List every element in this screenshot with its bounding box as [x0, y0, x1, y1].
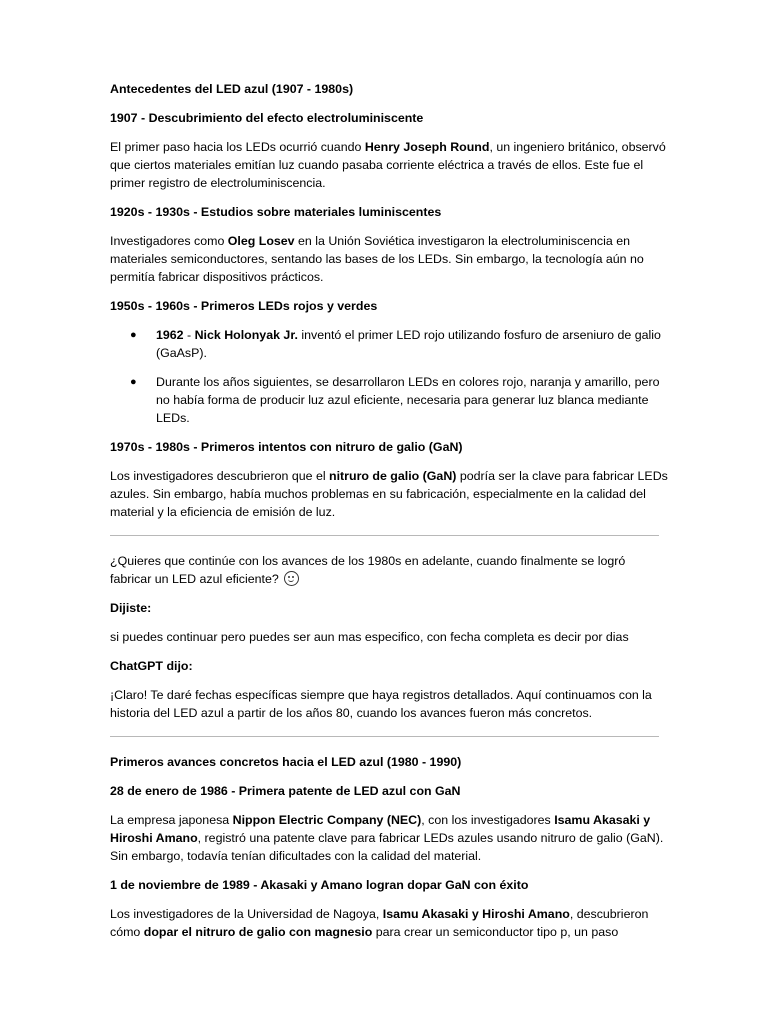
section-heading-1986: 28 de enero de 1986 - Primera patente de LED azul con GaN: [110, 784, 461, 798]
paragraph-text: inventó el primer LED rojo utilizando fosfuro de arseniuro de galio (GaAsP).: [156, 328, 661, 360]
paragraph-text: , un ingeniero británico, observó que ciertos materiales emitían luz cuando pasaba corriente eléctrica a través de ellos. Este fue el primer registro de electroluminiscencia.: [110, 140, 666, 190]
bold-term: nitruro de galio (GaN): [329, 469, 457, 483]
paragraph-text: Durante los años siguientes, se desarrollaron LEDs en colores rojo, naranja y amarillo, pero no había forma de producir luz azul eficiente, necesaria para generar luz blanca mediante LEDs.: [156, 375, 660, 425]
bold-name: Isamu Akasaki y Hiroshi Amano: [382, 907, 570, 921]
section-heading-1970s: 1970s - 1980s - Primeros intentos con nitruro de galio (GaN): [110, 440, 463, 454]
paragraph-text: Investigadores como: [110, 234, 228, 248]
bold-term: dopar el nitruro de galio con magnesio: [143, 925, 373, 939]
paragraph-text: La empresa japonesa: [110, 813, 233, 827]
bold-name: Isamu Akasaki y Hiroshi Amano: [110, 813, 651, 845]
bold-name: Nippon Electric Company (NEC): [232, 813, 422, 827]
bullet-icon: ●: [130, 329, 137, 341]
section-heading-1950s: 1950s - 1960s - Primeros LEDs rojos y verdes: [110, 299, 378, 313]
paragraph-text: podría ser la clave para fabricar LEDs azules. Sin embargo, había muchos problemas en su fabricación, especialmente en la calidad del material y la eficiencia de emisión de luz.: [110, 469, 668, 519]
paragraph-text: -: [183, 328, 195, 342]
document-title: Antecedentes del LED azul (1907 - 1980s): [110, 82, 354, 96]
divider: [110, 736, 659, 737]
paragraph-text: , con los investigadores: [421, 813, 555, 827]
bold-name: Nick Holonyak Jr.: [194, 328, 298, 342]
bold-year: 1962: [156, 328, 184, 342]
paragraph-text: Los investigadores de la Universidad de Nagoya,: [110, 907, 383, 921]
paragraph-text: Los investigadores descubrieron que el: [110, 469, 330, 483]
paragraph-1986: [110, 811, 668, 865]
paragraph-text: , descubrieron cómo: [110, 907, 649, 939]
paragraph-text: para crear un semiconductor tipo p, un paso: [372, 925, 619, 939]
paragraph-1989: [110, 905, 668, 941]
paragraph-text: El primer paso hacia los LEDs ocurrió cuando: [110, 140, 365, 154]
user-label: Dijiste:: [110, 601, 152, 615]
section-heading-1989: 1 de noviembre de 1989 - Akasaki y Amano logran dopar GaN con éxito: [110, 878, 529, 892]
assistant-message: ¡Claro! Te daré fechas específicas siempre que haya registros detallados. Aquí continuamos con la historia del LED azul a partir de los años 80, cuando los avances fueron más concretos.: [110, 688, 652, 720]
divider: [110, 535, 659, 536]
bold-name: Henry Joseph Round: [364, 140, 490, 154]
section-heading-1920s: 1920s - 1930s - Estudios sobre materiales luminiscentes: [110, 205, 442, 219]
list-item: [110, 373, 668, 427]
bullet-list-1950s: [110, 326, 668, 427]
paragraph-text: en la Unión Soviética investigaron la electroluminiscencia en materiales semiconductores, sentando las bases de los LEDs. Sin embargo, la tecnología aún no permitía fabricar dispositivos prácticos.: [110, 234, 644, 284]
chat-question: [110, 552, 668, 588]
paragraph-1907: [110, 138, 668, 192]
smiling-face-icon: [284, 571, 299, 586]
bold-name: Oleg Losev: [227, 234, 295, 248]
paragraph-text: , registró una patente clave para fabricar LEDs azules usando nitruro de galio (GaN). Sin embargo, todavía tenían dificultades con la calidad del material.: [110, 831, 664, 863]
paragraph-1970s: [110, 467, 668, 521]
user-message: si puedes continuar pero puedes ser aun mas especifico, con fecha completa es decir por dias: [110, 630, 629, 644]
list-item: [110, 326, 668, 362]
section-heading-1907: 1907 - Descubrimiento del efecto electroluminiscente: [110, 111, 424, 125]
bullet-icon: ●: [130, 376, 137, 388]
paragraph-text: ¿Quieres que continúe con los avances de los 1980s en adelante, cuando finalmente se logró fabricar un LED azul eficiente?: [110, 554, 626, 586]
paragraph-1920s: [110, 232, 668, 286]
assistant-label: ChatGPT dijo:: [110, 659, 193, 673]
section-title-2: Primeros avances concretos hacia el LED azul (1980 - 1990): [110, 755, 462, 769]
